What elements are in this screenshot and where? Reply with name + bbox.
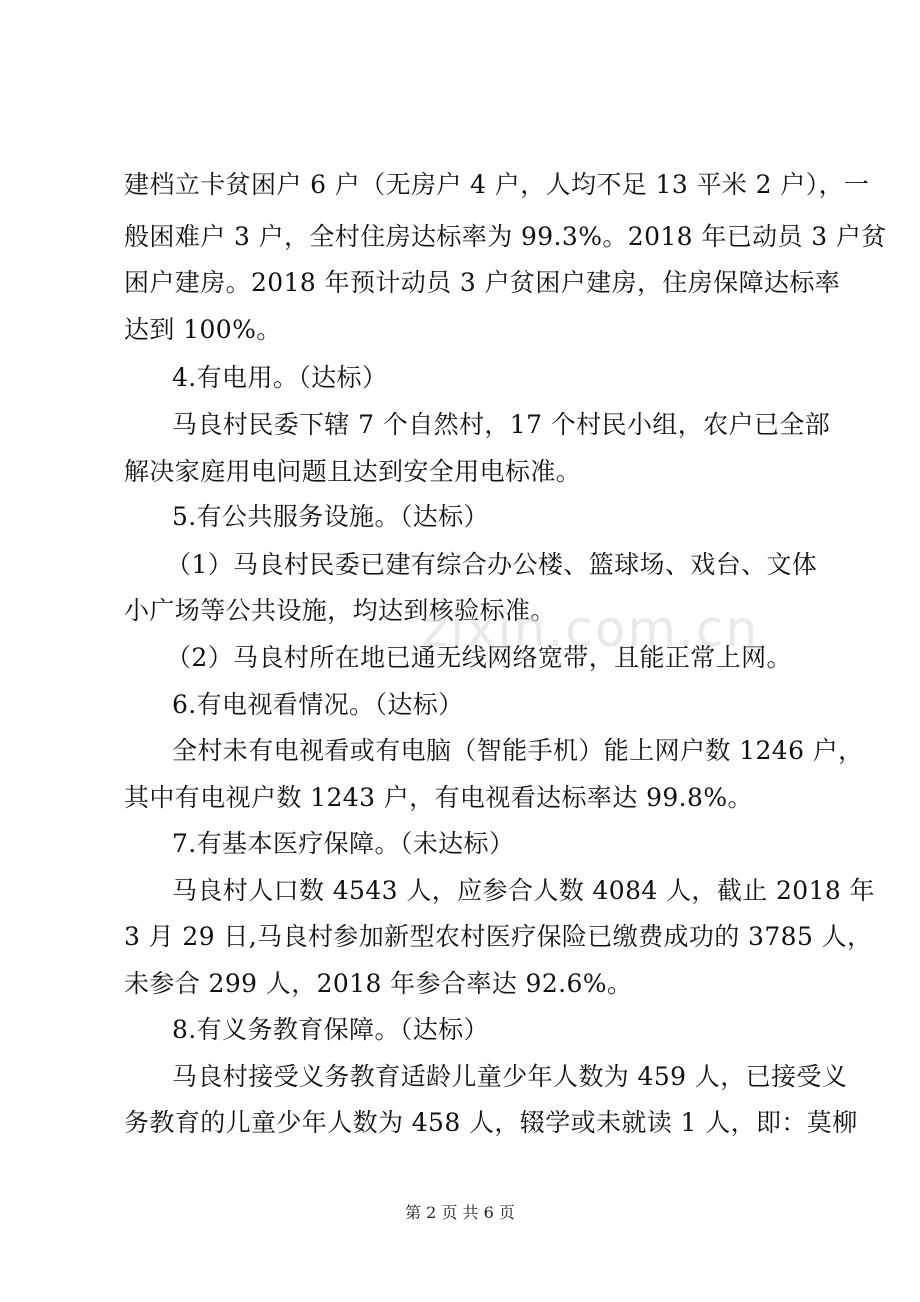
text-line: 未参合 299 人，2018 年参合率达 92.6%。 bbox=[124, 969, 633, 998]
text-line: （2）马良村所在地已通无线网络宽带，且能正常上网。 bbox=[166, 643, 792, 672]
text-line: 小广场等公共设施，均达到核验标准。 bbox=[124, 596, 556, 625]
text-line: 马良村人口数 4543 人，应参合人数 4084 人，截止 2018 年 bbox=[172, 876, 875, 905]
text-line: 解决家庭用电问题且达到安全用电标准。 bbox=[124, 457, 582, 486]
text-line: 马良村接受义务教育适龄儿童少年人数为 459 人，已接受义 bbox=[172, 1062, 848, 1091]
section-heading: 5.有公共服务设施。（达标） bbox=[172, 502, 489, 531]
section-heading: 4.有电用。（达标） bbox=[172, 363, 388, 392]
text-line: 建档立卡贫困户 6 户（无房户 4 户，人均不足 13 平米 2 户），一 bbox=[124, 170, 870, 199]
watermark: zixin.com.cn bbox=[422, 600, 760, 658]
text-line: 务教育的儿童少年人数为 458 人，辍学或未就读 1 人，即：莫柳 bbox=[124, 1108, 858, 1137]
page-footer: 第 2 页 共 6 页 bbox=[405, 1203, 515, 1222]
text-line: 达到 100%。 bbox=[124, 315, 282, 344]
section-heading: 8.有义务教育保障。（达标） bbox=[172, 1015, 489, 1044]
text-line: 3 月 29 日,马良村参加新型农村医疗保险已缴费成功的 3785 人， bbox=[124, 922, 873, 951]
section-heading: 6.有电视看情况。（达标） bbox=[172, 690, 464, 719]
text-line: 困户建房。2018 年预计动员 3 户贫困户建房，住房保障达标率 bbox=[124, 268, 841, 297]
text-line: 般困难户 3 户，全村住房达标率为 99.3%。2018 年已动员 3 户贫 bbox=[124, 222, 887, 251]
text-line: 全村未有电视看或有电脑（智能手机）能上网户数 1246 户， bbox=[172, 736, 864, 765]
text-line: （1）马良村民委已建有综合办公楼、篮球场、戏台、文体 bbox=[166, 550, 818, 579]
text-line: 其中有电视户数 1243 户，有电视看达标率达 99.8%。 bbox=[124, 783, 753, 812]
text-line: 马良村民委下辖 7 个自然村，17 个村民小组，农户已全部 bbox=[172, 410, 831, 439]
section-heading: 7.有基本医疗保障。（未达标） bbox=[172, 829, 515, 858]
